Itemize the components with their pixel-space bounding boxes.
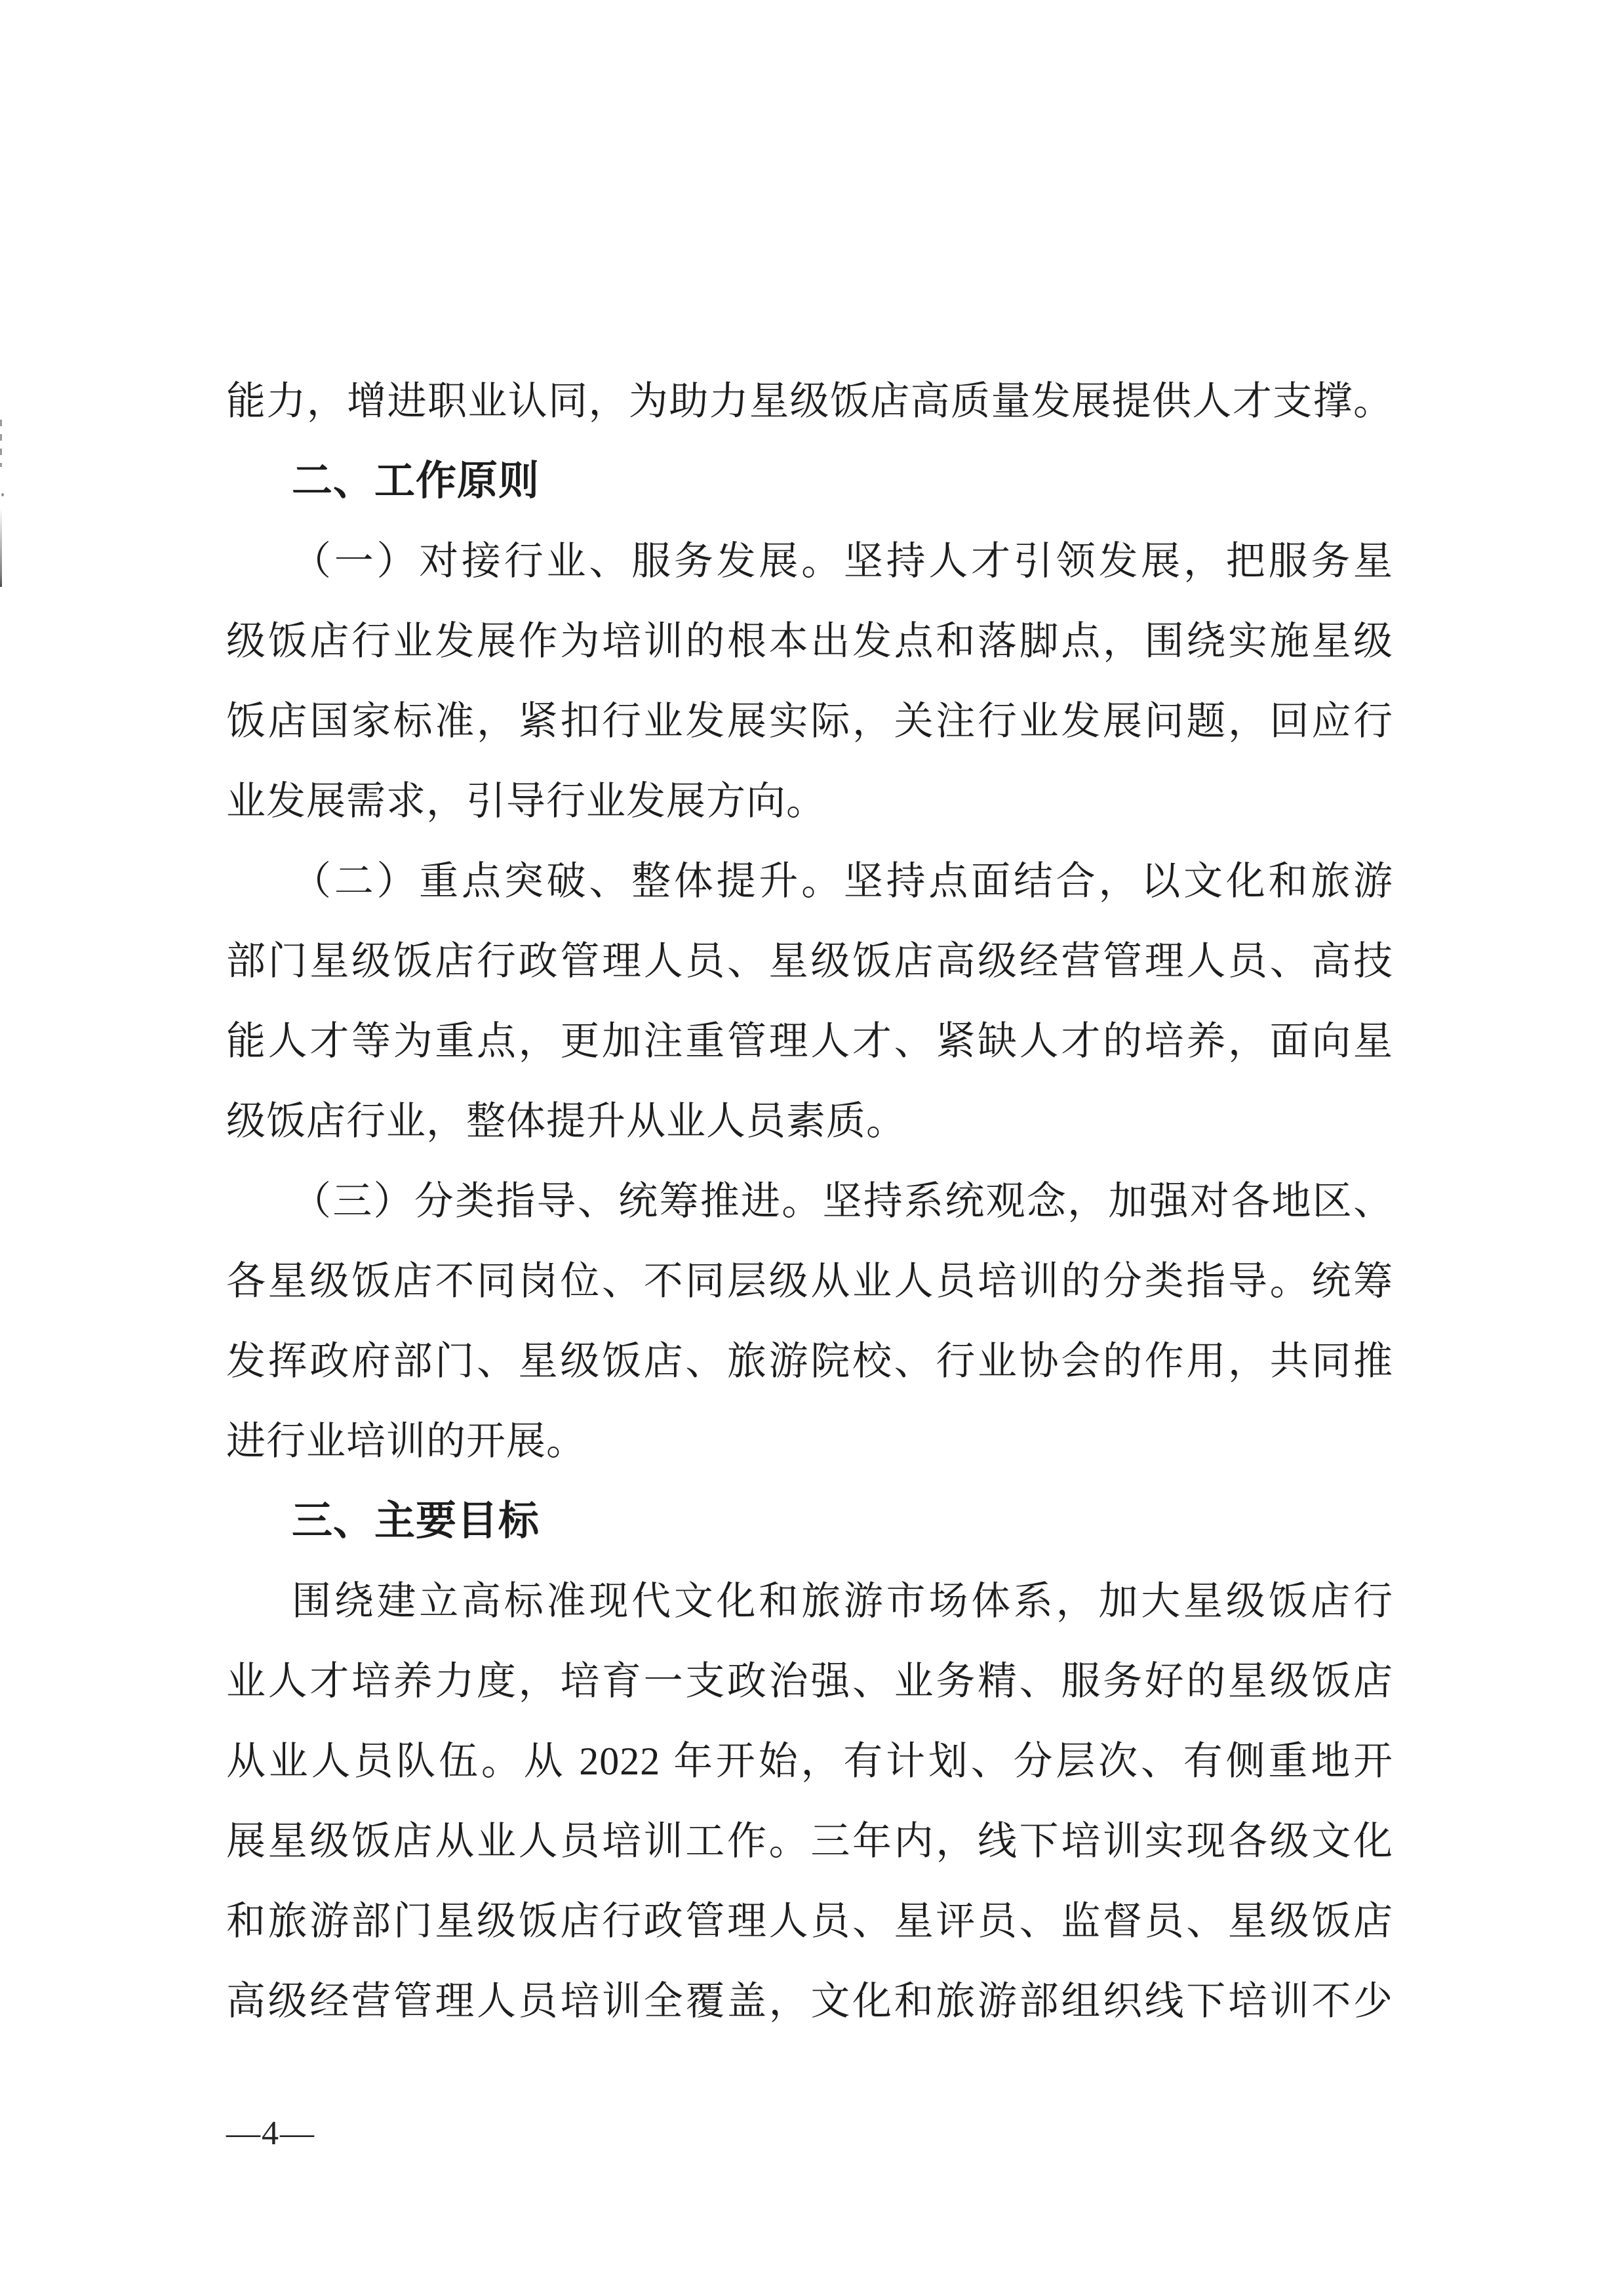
text-line: （三）分类指导、统筹推进。坚持系统观念，加强对各地区、 [292,1180,1393,1223]
text-line: 进行业培训的开展。 [226,1420,586,1463]
text-line: 能人才等为重点，更加注重管理人才、紧缺人才的培养，面向星 [226,1020,1393,1063]
scan-artifact-dashed-edge [0,420,2,467]
section-heading-main-goals: 三、主要目标 [292,1498,540,1544]
scan-artifact-dot [1,493,4,496]
text-line: 从业人员队伍。从 2022 年开始，有计划、分层次、有侧重地开 [226,1740,1393,1783]
text-line: （二）重点突破、整体提升。坚持点面结合，以文化和旅游 [292,860,1393,903]
text-line: 围绕建立高标准现代文化和旅游市场体系，加大星级饭店行 [292,1580,1393,1623]
text-line: 和旅游部门星级饭店行政管理人员、星评员、监督员、星级饭店 [226,1900,1393,1943]
text-line: 部门星级饭店行政管理人员、星级饭店高级经营管理人员、高技 [226,940,1393,983]
text-line: 各星级饭店不同岗位、不同层级从业人员培训的分类指导。统筹 [226,1260,1393,1303]
text-line: 级饭店行业发展作为培训的根本出发点和落脚点，围绕实施星级 [226,620,1393,663]
text-line: 高级经营管理人员培训全覆盖，文化和旅游部组织线下培训不少 [226,1980,1393,2023]
text-line: 业人才培养力度，培育一支政治强、业务精、服务好的星级饭店 [226,1660,1393,1703]
text-line: 业发展需求，引导行业发展方向。 [226,780,826,823]
text-line: 级饭店行业，整体提升从业人员素质。 [226,1100,906,1143]
body-text-block [226,361,1393,2041]
section-heading-work-principles: 二、工作原则 [292,458,540,504]
scan-artifact-streak [0,508,2,587]
text-line: 能力，增进职业认同，为助力星级饭店高质量发展提供人才支撑。 [226,380,1393,423]
text-line: 展星级饭店从业人员培训工作。三年内，线下培训实现各级文化 [226,1820,1393,1863]
page-number: —4— [226,2115,315,2152]
text-line: 发挥政府部门、星级饭店、旅游院校、行业协会的作用，共同推 [226,1340,1393,1383]
text-line: 饭店国家标准，紧扣行业发展实际，关注行业发展问题，回应行 [226,700,1393,743]
text-line: （一）对接行业、服务发展。坚持人才引领发展，把服务星 [292,540,1393,583]
